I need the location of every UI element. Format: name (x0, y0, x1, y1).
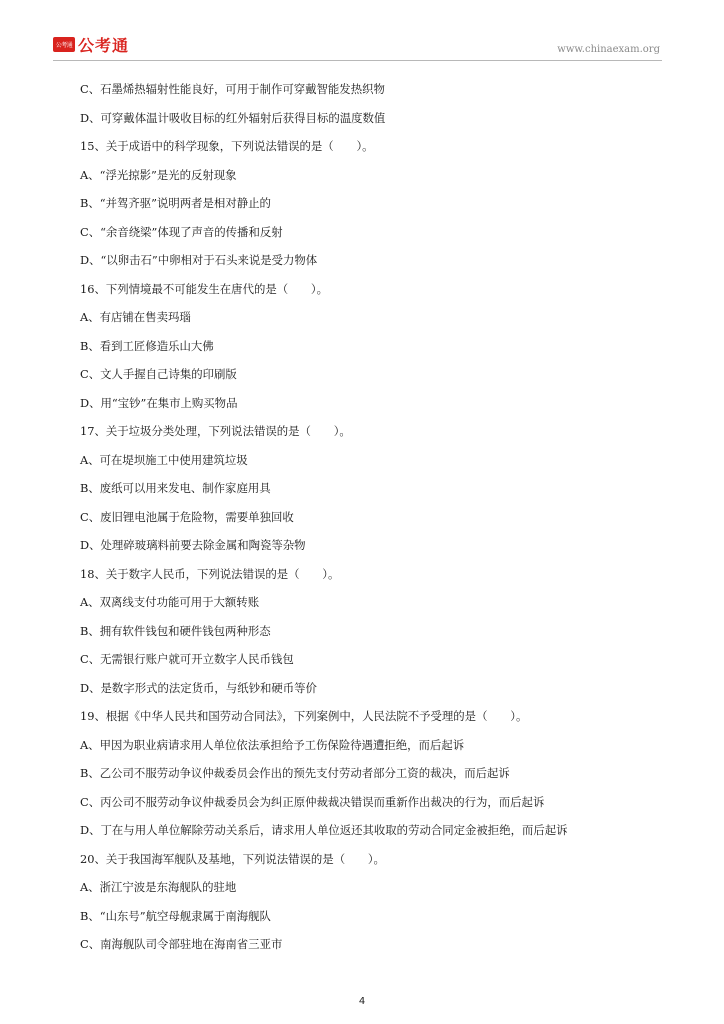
answer-option: C、“余音绕梁”体现了声音的传播和反射 (80, 224, 283, 239)
answer-option: D、用“宝钞”在集市上购买物品 (80, 395, 238, 410)
page-number: 4 (358, 996, 366, 1007)
answer-option: A、有店铺在售卖玛瑙 (80, 310, 191, 324)
question-stem: 15、关于成语中的科学现象，下列说法错误的是（ ）。 (80, 139, 374, 153)
answer-option: A、可在堤坝施工中使用建筑垃圾 (80, 452, 248, 467)
answer-option: B、废纸可以用来发电、制作家庭用具 (80, 481, 271, 495)
answer-option: A、“浮光掠影”是光的反射现象 (80, 167, 237, 182)
answer-option: C、废旧锂电池属于危险物，需要单独回收 (80, 509, 294, 524)
question-stem: 18、关于数字人民币，下列说法错误的是（ ）。 (80, 566, 340, 581)
answer-option: D、是数字形式的法定货币，与纸钞和硬币等价 (80, 680, 317, 695)
answer-option: C、南海舰队司令部驻地在海南省三亚市 (80, 937, 283, 951)
answer-option: C、无需银行账户就可开立数字人民币钱包 (80, 652, 294, 666)
question-stem: 19、根据《中华人民共和国劳动合同法》，下列案例中，人民法院不予受理的是（ ）。 (80, 709, 528, 723)
answer-option: A、甲因为职业病请求用人单位依法承担给予工伤保险待遇遭拒绝，而后起诉 (80, 737, 465, 752)
answer-option: D、丁在与用人单位解除劳动关系后，请求用人单位返还其收取的劳动合同定金被拒绝，而后起诉 (80, 823, 568, 837)
answer-option: B、“并驾齐驱”说明两者是相对静止的 (80, 196, 271, 210)
text-line: D、可穿戴体温计吸收目标的红外辐射后获得目标的温度数值 (80, 110, 386, 125)
logo-text: 公考通 (78, 36, 130, 55)
answer-option: B、乙公司不服劳动争议仲裁委员会作出的预先支付劳动者部分工资的裁决，而后起诉 (80, 766, 510, 780)
question-stem: 20、关于我国海军舰队及基地，下列说法错误的是（ ）。 (80, 851, 385, 866)
brand-logo (53, 33, 129, 56)
page-header (0, 0, 724, 66)
site-url: www.chinaexam.org (557, 44, 660, 55)
header-divider (53, 60, 662, 61)
question-stem: 17、关于垃圾分类处理，下列说法错误的是（ ）。 (80, 424, 351, 438)
text-line: C、石墨烯热辐射性能良好，可用于制作可穿戴智能发热织物 (80, 82, 385, 96)
answer-option: B、拥有软件钱包和硬件钱包两种形态 (80, 623, 271, 638)
logo-badge-icon: 公考通 (53, 37, 75, 52)
answer-option: B、看到工匠修造乐山大佛 (80, 338, 214, 353)
answer-option: C、文人手握自己诗集的印刷版 (80, 367, 237, 381)
question-list (80, 77, 680, 961)
answer-option: B、“山东号”航空母舰隶属于南海舰队 (80, 908, 271, 923)
answer-option: D、处理碎玻璃料前要去除金属和陶瓷等杂物 (80, 538, 306, 552)
answer-option: A、双离线支付功能可用于大额转账 (80, 595, 260, 609)
answer-option: D、“以卵击石”中卵相对于石头来说是受力物体 (80, 253, 318, 267)
answer-option: C、丙公司不服劳动争议仲裁委员会为纠正原仲裁裁决错误而重新作出裁决的行为，而后起诉 (80, 794, 545, 809)
answer-option: A、浙江宁波是东海舰队的驻地 (80, 880, 237, 894)
question-stem: 16、下列情境最不可能发生在唐代的是（ ）。 (80, 281, 328, 296)
